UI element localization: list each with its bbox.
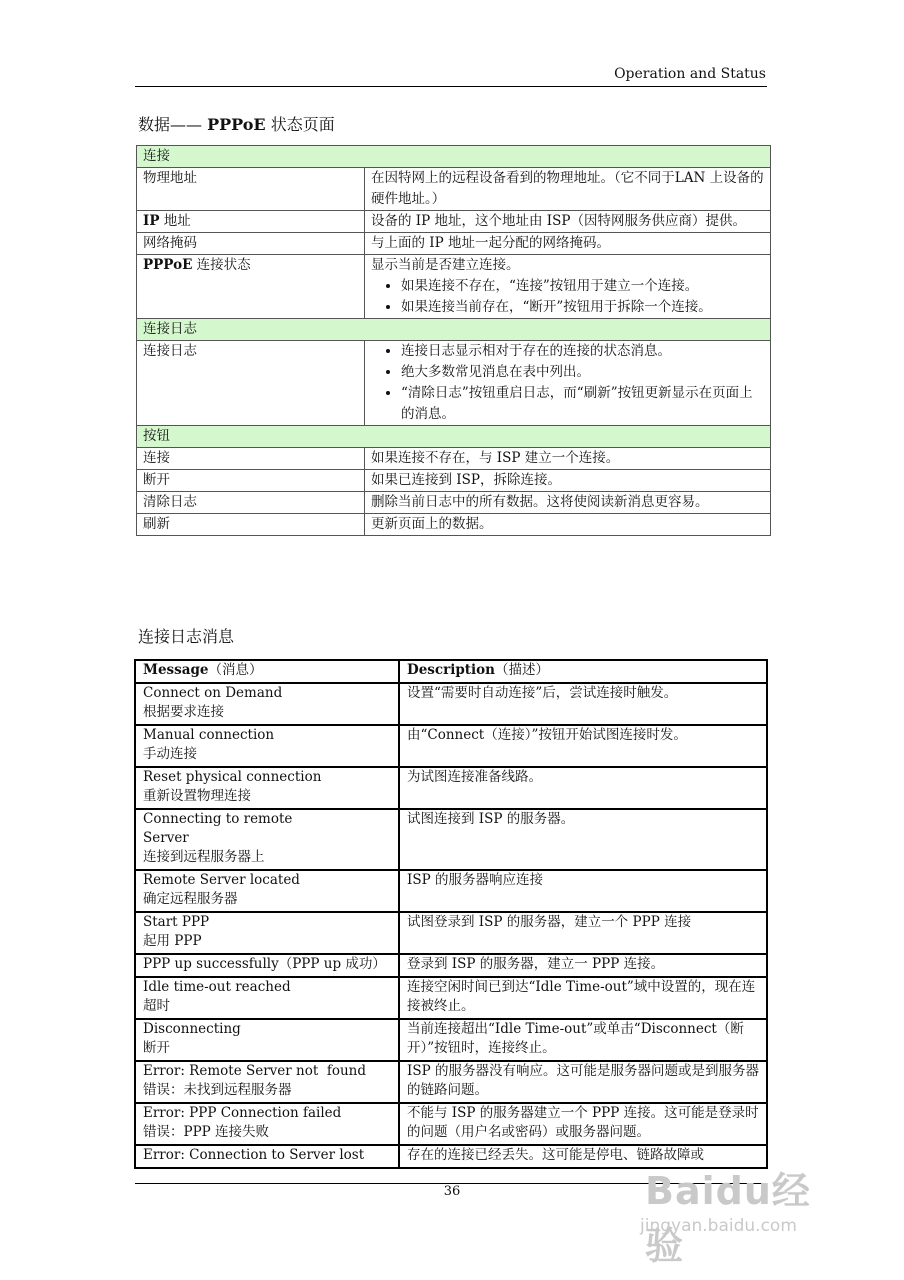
message-cell [135, 954, 399, 977]
row-key: 网络掩码 [137, 233, 365, 255]
header-message-cn: （消息） [208, 662, 263, 678]
table-row [135, 977, 767, 1019]
table-header-row [135, 660, 767, 683]
pppoe-status-table [136, 145, 771, 536]
message-cell [135, 1061, 399, 1103]
header-description-cn: （描述） [494, 662, 549, 678]
table-row [137, 211, 771, 233]
table-row [135, 870, 767, 912]
message-en: Remote Server located [143, 872, 300, 888]
band-label: 连接 [137, 146, 771, 168]
table-row [135, 1019, 767, 1061]
description-cell: ISP 的服务器没有响应。这可能是服务器问题或是到服务器的链路问题。 [399, 1061, 767, 1103]
key-rest: 连接状态 [192, 257, 251, 273]
table-row [135, 912, 767, 954]
description-cell: ISP 的服务器响应连接 [399, 870, 767, 912]
description-cell: 试图连接到 ISP 的服务器。 [399, 809, 767, 870]
table-row [137, 492, 771, 514]
description-cell: 连接空闲时间已到达“Idle Time-out”域中设置的，现在连接被终止。 [399, 977, 767, 1019]
description-cell: 登录到 ISP 的服务器，建立一 PPP 连接。 [399, 954, 767, 977]
message-cn: 手动连接 [143, 746, 197, 762]
table-row [135, 809, 767, 870]
message-en: Error: Remote Server not found [143, 1063, 367, 1079]
table-row [137, 255, 771, 319]
message-en: Idle time-out reached [143, 979, 291, 995]
message-cn: 重新设置物理连接 [143, 788, 251, 804]
band-label: 连接日志 [137, 319, 771, 341]
description-cell: 不能与 ISP 的服务器建立一个 PPP 连接。这可能是登录时的问题（用户名或密码）或服务器问题。 [399, 1103, 767, 1145]
table-row [137, 514, 771, 536]
table-row [135, 1061, 767, 1103]
row-value: 在因特网上的远程设备看到的物理地址。（它不同于LAN 上设备的硬件地址。） [365, 168, 771, 211]
message-cn: 确定远程服务器 [143, 891, 238, 907]
message-en: PPP up successfully（PPP up 成功） [143, 956, 386, 972]
message-en: Start PPP [143, 914, 210, 930]
header-message-en: Message [143, 662, 209, 678]
watermark-url: jingyan.baidu.com [640, 1216, 797, 1236]
row-key: 连接日志 [137, 341, 365, 426]
row-value [365, 341, 771, 426]
table-row [135, 954, 767, 977]
header-rule [135, 86, 767, 87]
bullet-list [371, 341, 764, 425]
description-cell: 存在的连接已经丢失。这可能是停电、链路故障或 [399, 1145, 767, 1168]
title-bold: PPPoE [207, 115, 266, 134]
page-number: 36 [443, 1184, 461, 1199]
band-connection-log [137, 319, 771, 341]
message-cn: 断开 [143, 1040, 170, 1056]
message-en: Error: PPP Connection failed [143, 1105, 342, 1121]
message-cell [135, 1019, 399, 1061]
table-row [137, 470, 771, 492]
message-cell [135, 977, 399, 1019]
header-description [399, 660, 767, 683]
row-key: 清除日志 [137, 492, 365, 514]
page-title [138, 112, 335, 135]
title-suffix: 状态页面 [265, 115, 335, 134]
table-row [135, 725, 767, 767]
message-cn: 错误：PPP 连接失败 [143, 1124, 270, 1140]
key-bold: PPPoE [143, 257, 193, 273]
table-row [137, 448, 771, 470]
row-key [137, 211, 365, 233]
list-item: • 绝大多数常见消息在表中列出。 [401, 362, 764, 383]
message-cn: 连接到远程服务器上 [143, 849, 265, 865]
row-key [137, 255, 365, 319]
band-label: 按钮 [137, 426, 771, 448]
description-cell: 设置“需要时自动连接”后，尝试连接时触发。 [399, 683, 767, 725]
table-row [135, 683, 767, 725]
message-en: Reset physical connection [143, 769, 322, 785]
bullet-list [371, 276, 764, 318]
watermark-logo: Baidu经验 [645, 1169, 811, 1268]
key-rest: 地址 [159, 213, 191, 229]
band-buttons [137, 426, 771, 448]
table-row [135, 767, 767, 809]
section-heading: 连接日志消息 [138, 627, 235, 646]
message-en: Connecting to remote Server [143, 811, 293, 846]
list-item: • 连接日志显示相对于存在的连接的状态消息。 [401, 341, 764, 362]
log-messages-table [134, 659, 768, 1169]
row-value: 如果连接不存在，与 ISP 建立一个连接。 [365, 448, 771, 470]
table-row [137, 341, 771, 426]
table-row [135, 1103, 767, 1145]
message-en: Error: Connection to Server lost [143, 1147, 365, 1163]
description-cell: 当前连接超出“Idle Time-out”或单击“Disconnect（断开）”按钮时，连接终止。 [399, 1019, 767, 1061]
row-key: 连接 [137, 448, 365, 470]
row-value: 如果已连接到 ISP，拆除连接。 [365, 470, 771, 492]
message-cn: 超时 [143, 998, 170, 1014]
message-cell [135, 1103, 399, 1145]
message-cell [135, 912, 399, 954]
row-value: 与上面的 IP 地址一起分配的网络掩码。 [365, 233, 771, 255]
row-value: 删除当前日志中的所有数据。这将使阅读新消息更容易。 [365, 492, 771, 514]
title-prefix: 数据—— [138, 115, 208, 134]
description-cell: 由“Connect（连接）”按钮开始试图连接时发。 [399, 725, 767, 767]
message-cn: 错误：未找到远程服务器 [143, 1082, 292, 1098]
message-cell [135, 870, 399, 912]
row-key: 断开 [137, 470, 365, 492]
list-item: • “清除日志”按钮重启日志，而“刷新”按钮更新显示在页面上的消息。 [401, 383, 764, 425]
header-description-en: Description [407, 662, 495, 678]
message-en: Manual connection [143, 727, 275, 743]
message-cn: 根据要求连接 [143, 704, 224, 720]
description-cell: 为试图连接准备线路。 [399, 767, 767, 809]
message-cn: 起用 PPP [143, 933, 202, 949]
message-cell [135, 725, 399, 767]
running-header: Operation and Status [614, 66, 766, 82]
message-cell [135, 683, 399, 725]
message-cell [135, 767, 399, 809]
watermark [615, 1160, 845, 1268]
row-value [365, 255, 771, 319]
message-en: Disconnecting [143, 1021, 241, 1037]
key-bold: IP [143, 213, 160, 229]
row-key: 刷新 [137, 514, 365, 536]
message-cell [135, 1145, 399, 1168]
table-row [137, 168, 771, 211]
row-value: 设备的 IP 地址，这个地址由 ISP（因特网服务供应商）提供。 [365, 211, 771, 233]
message-en: Connect on Demand [143, 685, 283, 701]
table-row [137, 233, 771, 255]
message-cell [135, 809, 399, 870]
row-value: 更新页面上的数据。 [365, 514, 771, 536]
description-cell: 试图登录到 ISP 的服务器，建立一个 PPP 连接 [399, 912, 767, 954]
row-key: 物理地址 [137, 168, 365, 211]
band-connection [137, 146, 771, 168]
row-intro: 显示当前是否建立连接。 [371, 257, 520, 273]
list-item: • 如果连接当前存在，“断开”按钮用于拆除一个连接。 [401, 297, 764, 318]
list-item: • 如果连接不存在，“连接”按钮用于建立一个连接。 [401, 276, 764, 297]
header-message [135, 660, 399, 683]
